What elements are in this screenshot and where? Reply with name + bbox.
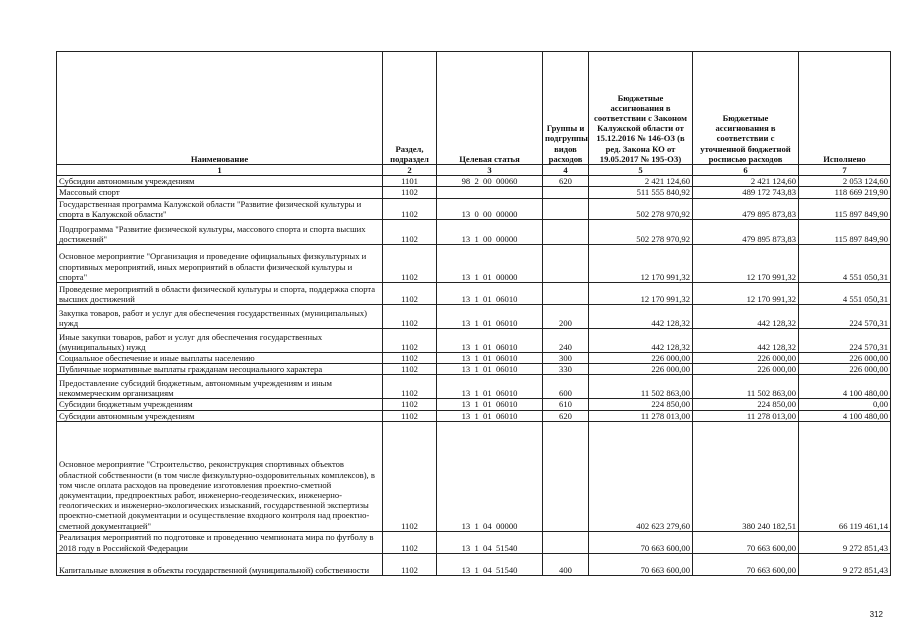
table-row [57, 283, 891, 305]
row-name: Иные закупки товаров, работ и услуг для обеспечения государственных (муниципальных) нужд [57, 329, 383, 353]
row-executed: 4 551 050,31 [799, 245, 891, 283]
row-group [543, 187, 589, 198]
row-name: Основное мероприятие "Организация и проведение официальных физкультурных и спортивных мероприятий, иных мероприятий в области физической культуры и спорта" [57, 245, 383, 283]
row-group: 240 [543, 329, 589, 353]
table-row [57, 375, 891, 399]
table-row [57, 410, 891, 421]
table-row [57, 353, 891, 364]
table-row [57, 305, 891, 329]
row-section: 1102 [383, 399, 437, 410]
table-row [57, 399, 891, 410]
table-row [57, 553, 891, 575]
row-target: 13 1 01 06010 [437, 353, 543, 364]
row-target: 13 1 04 51540 [437, 531, 543, 553]
column-number: 6 [693, 165, 799, 176]
row-target: 13 1 04 51540 [437, 553, 543, 575]
table-row [57, 187, 891, 198]
row-group [543, 198, 589, 219]
column-number: 7 [799, 165, 891, 176]
row-name: Закупка товаров, работ и услуг для обеспечения государственных (муниципальных) нужд [57, 305, 383, 329]
row-executed: 9 272 851,43 [799, 553, 891, 575]
row-target: 13 1 01 06010 [437, 399, 543, 410]
row-group: 300 [543, 353, 589, 364]
row-section: 1102 [383, 410, 437, 421]
row-section: 1102 [383, 245, 437, 283]
row-group: 610 [543, 399, 589, 410]
row-group: 600 [543, 375, 589, 399]
header-section: Раздел, подраздел [383, 52, 437, 165]
row-target: 13 1 01 06010 [437, 364, 543, 375]
row-budget-refined: 12 170 991,32 [693, 283, 799, 305]
row-budget-law: 502 278 970,92 [589, 198, 693, 219]
row-executed: 115 897 849,90 [799, 198, 891, 219]
row-budget-refined: 489 172 743,83 [693, 187, 799, 198]
row-target: 13 1 01 06010 [437, 375, 543, 399]
row-budget-refined: 70 663 600,00 [693, 531, 799, 553]
row-executed: 2 053 124,60 [799, 176, 891, 187]
row-group [543, 283, 589, 305]
table-row [57, 531, 891, 553]
row-budget-refined: 2 421 124,60 [693, 176, 799, 187]
row-budget-law: 11 502 863,00 [589, 375, 693, 399]
row-section: 1102 [383, 353, 437, 364]
row-executed: 224 570,31 [799, 305, 891, 329]
row-section: 1102 [383, 220, 437, 245]
row-target: 98 2 00 00060 [437, 176, 543, 187]
row-section: 1102 [383, 375, 437, 399]
row-name: Государственная программа Калужской области "Развитие физической культуры и спорта в Калужской области" [57, 198, 383, 219]
table-row [57, 198, 891, 219]
header-budget-law: Бюджетные ассигнования в соответствии с Законом Калужской области от 15.12.2016 № 146-ОЗ (в ред. Закона КО от 19.05.2017 № 195-ОЗ) [589, 52, 693, 165]
row-executed: 226 000,00 [799, 353, 891, 364]
row-budget-law: 226 000,00 [589, 353, 693, 364]
row-name: Предоставление субсидий бюджетным, автономным учреждениям и иным некоммерческим организациям [57, 375, 383, 399]
row-group [543, 245, 589, 283]
row-group [543, 220, 589, 245]
column-number: 2 [383, 165, 437, 176]
row-executed: 118 669 219,90 [799, 187, 891, 198]
row-section: 1102 [383, 364, 437, 375]
row-target: 13 0 00 00000 [437, 198, 543, 219]
row-budget-refined: 479 895 873,83 [693, 220, 799, 245]
row-name: Субсидии автономным учреждениям [57, 410, 383, 421]
row-executed: 9 272 851,43 [799, 531, 891, 553]
row-budget-refined: 11 278 013,00 [693, 410, 799, 421]
row-budget-law: 2 421 124,60 [589, 176, 693, 187]
row-executed: 0,00 [799, 399, 891, 410]
row-target: 13 1 01 00000 [437, 245, 543, 283]
row-name: Подпрограмма "Развитие физической культуры, массового спорта и спорта высших достижений" [57, 220, 383, 245]
table-header-row [57, 52, 891, 165]
row-budget-refined: 380 240 182,51 [693, 421, 799, 531]
column-number: 5 [589, 165, 693, 176]
page-number: 312 [869, 610, 883, 619]
header-target: Целевая статья [437, 52, 543, 165]
table-row [57, 245, 891, 283]
row-budget-law: 12 170 991,32 [589, 245, 693, 283]
row-budget-refined: 442 128,32 [693, 305, 799, 329]
row-section: 1102 [383, 305, 437, 329]
row-group: 620 [543, 176, 589, 187]
row-group [543, 421, 589, 531]
row-executed: 115 897 849,90 [799, 220, 891, 245]
table-row [57, 176, 891, 187]
row-executed: 226 000,00 [799, 364, 891, 375]
row-budget-law: 11 278 013,00 [589, 410, 693, 421]
row-budget-refined: 479 895 873,83 [693, 198, 799, 219]
row-budget-refined: 70 663 600,00 [693, 553, 799, 575]
row-target: 13 1 01 06010 [437, 305, 543, 329]
column-number: 4 [543, 165, 589, 176]
row-group: 330 [543, 364, 589, 375]
header-groups: Группы и подгруппы видов расходов [543, 52, 589, 165]
row-name: Публичные нормативные выплаты гражданам несоциального характера [57, 364, 383, 375]
row-budget-refined: 226 000,00 [693, 353, 799, 364]
row-executed: 4 100 480,00 [799, 375, 891, 399]
row-budget-law: 402 623 279,60 [589, 421, 693, 531]
row-executed: 224 570,31 [799, 329, 891, 353]
row-name: Массовый спорт [57, 187, 383, 198]
row-group: 400 [543, 553, 589, 575]
row-executed: 4 551 050,31 [799, 283, 891, 305]
row-target [437, 187, 543, 198]
row-budget-law: 442 128,32 [589, 305, 693, 329]
row-budget-law: 511 555 840,92 [589, 187, 693, 198]
row-section: 1102 [383, 553, 437, 575]
table-row [57, 329, 891, 353]
row-budget-law: 70 663 600,00 [589, 553, 693, 575]
row-section: 1102 [383, 329, 437, 353]
row-section: 1102 [383, 198, 437, 219]
row-section: 1102 [383, 421, 437, 531]
row-target: 13 1 01 06010 [437, 410, 543, 421]
row-name: Капитальные вложения в объекты государственной (муниципальной) собственности [57, 553, 383, 575]
row-budget-law: 224 850,00 [589, 399, 693, 410]
row-group [543, 531, 589, 553]
row-name: Субсидии автономным учреждениям [57, 176, 383, 187]
column-number-row [57, 165, 891, 176]
row-budget-refined: 226 000,00 [693, 364, 799, 375]
table-row [57, 421, 891, 531]
header-executed: Исполнено [799, 52, 891, 165]
row-name: Проведение мероприятий в области физической культуры и спорта, поддержка спорта высших достижений [57, 283, 383, 305]
table-row [57, 364, 891, 375]
row-budget-law: 12 170 991,32 [589, 283, 693, 305]
row-executed: 66 119 461,14 [799, 421, 891, 531]
header-budget-refined: Бюджетные ассигнования в соответствии с уточненной бюджетной росписью расходов [693, 52, 799, 165]
column-number: 1 [57, 165, 383, 176]
row-target: 13 1 04 00000 [437, 421, 543, 531]
row-budget-law: 70 663 600,00 [589, 531, 693, 553]
row-name: Реализация мероприятий по подготовке и проведению чемпионата мира по футболу в 2018 году в Российской Федерации [57, 531, 383, 553]
row-name: Основное мероприятие "Строительство, реконструкция спортивных объектов областной собственности (в том числе физкультурно-оздоровительных комплексов), в том числе оплата расходов на проведение изготовления проектно-сметной документации, предпроектных работ, инженерно-геодезических, инженерно-геологических и инженерно-экологических изысканий, государственной экспертизы проектно-сметной документации и осуществление входного контроля над проектно-сметной документацией" [57, 421, 383, 531]
row-name: Социальное обеспечение и иные выплаты населению [57, 353, 383, 364]
row-target: 13 1 00 00000 [437, 220, 543, 245]
header-name: Наименование [57, 52, 383, 165]
row-budget-law: 502 278 970,92 [589, 220, 693, 245]
row-section: 1101 [383, 176, 437, 187]
row-budget-refined: 442 128,32 [693, 329, 799, 353]
row-target: 13 1 01 06010 [437, 283, 543, 305]
row-budget-refined: 11 502 863,00 [693, 375, 799, 399]
row-budget-refined: 224 850,00 [693, 399, 799, 410]
table-row [57, 220, 891, 245]
budget-table [56, 51, 891, 576]
row-budget-refined: 12 170 991,32 [693, 245, 799, 283]
row-budget-law: 442 128,32 [589, 329, 693, 353]
row-target: 13 1 01 06010 [437, 329, 543, 353]
row-section: 1102 [383, 187, 437, 198]
column-number: 3 [437, 165, 543, 176]
row-section: 1102 [383, 531, 437, 553]
row-group: 200 [543, 305, 589, 329]
row-budget-law: 226 000,00 [589, 364, 693, 375]
row-name: Субсидии бюджетным учреждениям [57, 399, 383, 410]
row-section: 1102 [383, 283, 437, 305]
row-executed: 4 100 480,00 [799, 410, 891, 421]
row-group: 620 [543, 410, 589, 421]
